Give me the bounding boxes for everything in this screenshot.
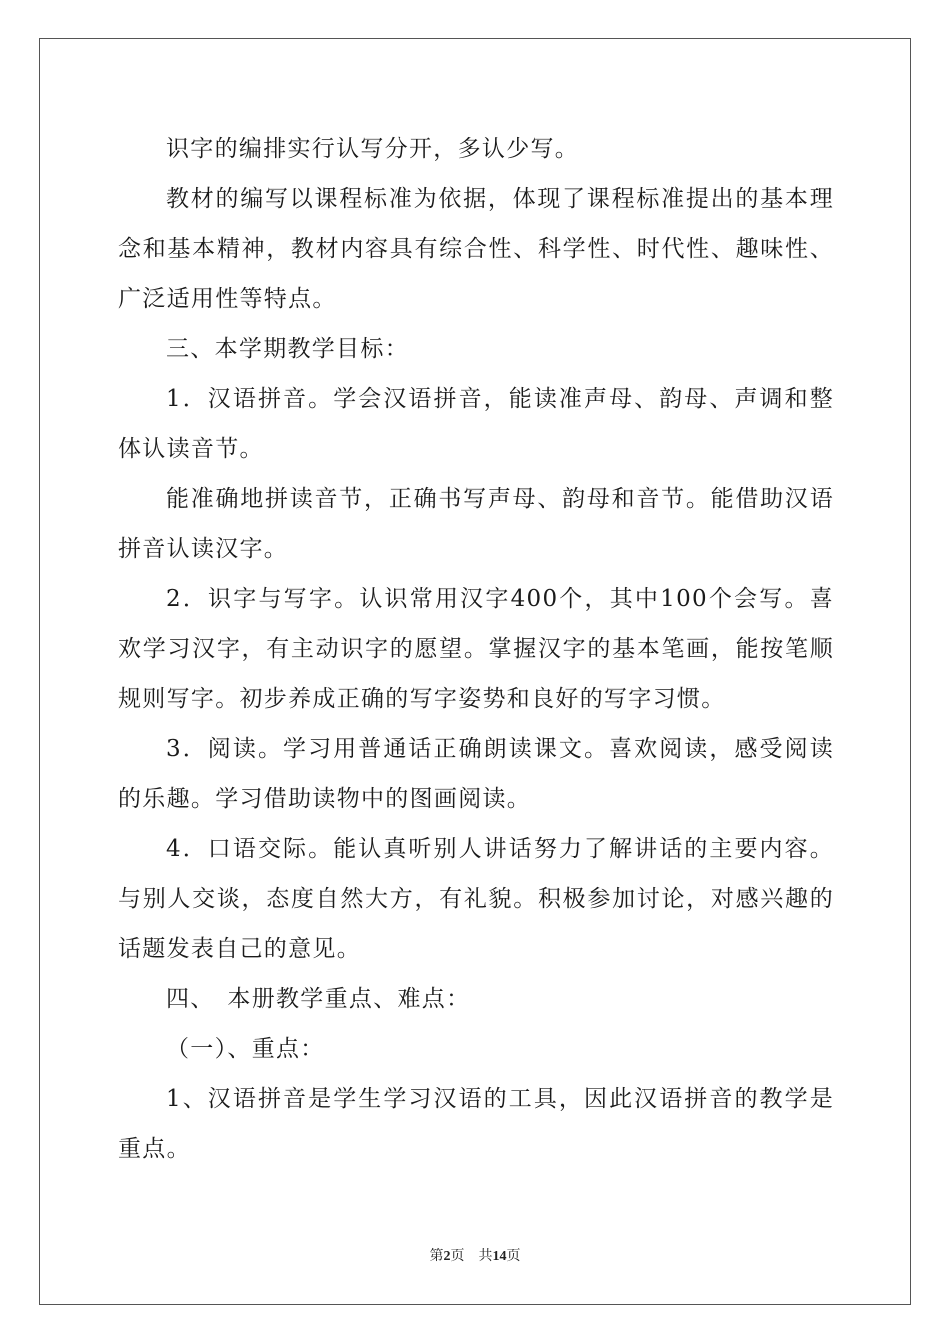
- page-footer: [0, 1245, 950, 1265]
- section-heading-key-points: 四、 本册教学重点、难点：: [166, 986, 471, 1012]
- footer-page-prefix: 第: [429, 1249, 444, 1264]
- subheading-key-points: （一）、重点：: [166, 1036, 325, 1062]
- paragraph-goal-pinyin: 1．汉语拼音。学会汉语拼音，能读准声母、韵母、声调和整体认读音节。: [118, 386, 834, 462]
- paragraph-goal-reading: 3．阅读。学习用普通话正确朗读课文。喜欢阅读，感受阅读的乐趣。学习借助读物中的图画阅读。: [118, 736, 834, 812]
- footer-current-page: 2: [443, 1249, 451, 1264]
- footer-total-suffix: 页: [506, 1249, 521, 1264]
- paragraph-goal-oral-communication: 4．口语交际。能认真听别人讲话努力了解讲话的主要内容。与别人交谈，态度自然大方，有礼貌。积极参加讨论，对感兴趣的话题发表自己的意见。: [118, 836, 834, 962]
- paragraph-textbook-design: 教材的编写以课程标准为依据，体现了课程标准提出的基本理念和基本精神，教材内容具有综合性、科学性、时代性、趣味性、广泛适用性等特点。: [118, 186, 834, 312]
- footer-total-prefix: 共: [478, 1249, 493, 1264]
- paragraph-goal-pinyin-detail: 能准确地拼读音节，正确书写声母、韵母和音节。能借助汉语拼音认读汉字。: [118, 486, 834, 562]
- paragraph-key-point-pinyin: 1、汉语拼音是学生学习汉语的工具，因此汉语拼音的教学是重点。: [118, 1086, 834, 1162]
- footer-page-suffix: 页: [450, 1249, 465, 1264]
- paragraph-goal-literacy-writing: 2．识字与写字。认识常用汉字400个，其中100个会写。喜欢学习汉字，有主动识字的愿望。掌握汉字的基本笔画，能按笔顺规则写字。初步养成正确的写字姿势和良好的写字习惯。: [118, 586, 834, 712]
- document-body: [118, 124, 834, 1174]
- footer-total-pages: 14: [492, 1249, 507, 1264]
- paragraph-literacy-arrangement: 识字的编排实行认写分开，多认少写。: [166, 136, 580, 162]
- section-heading-semester-goals: 三、本学期教学目标：: [166, 336, 409, 362]
